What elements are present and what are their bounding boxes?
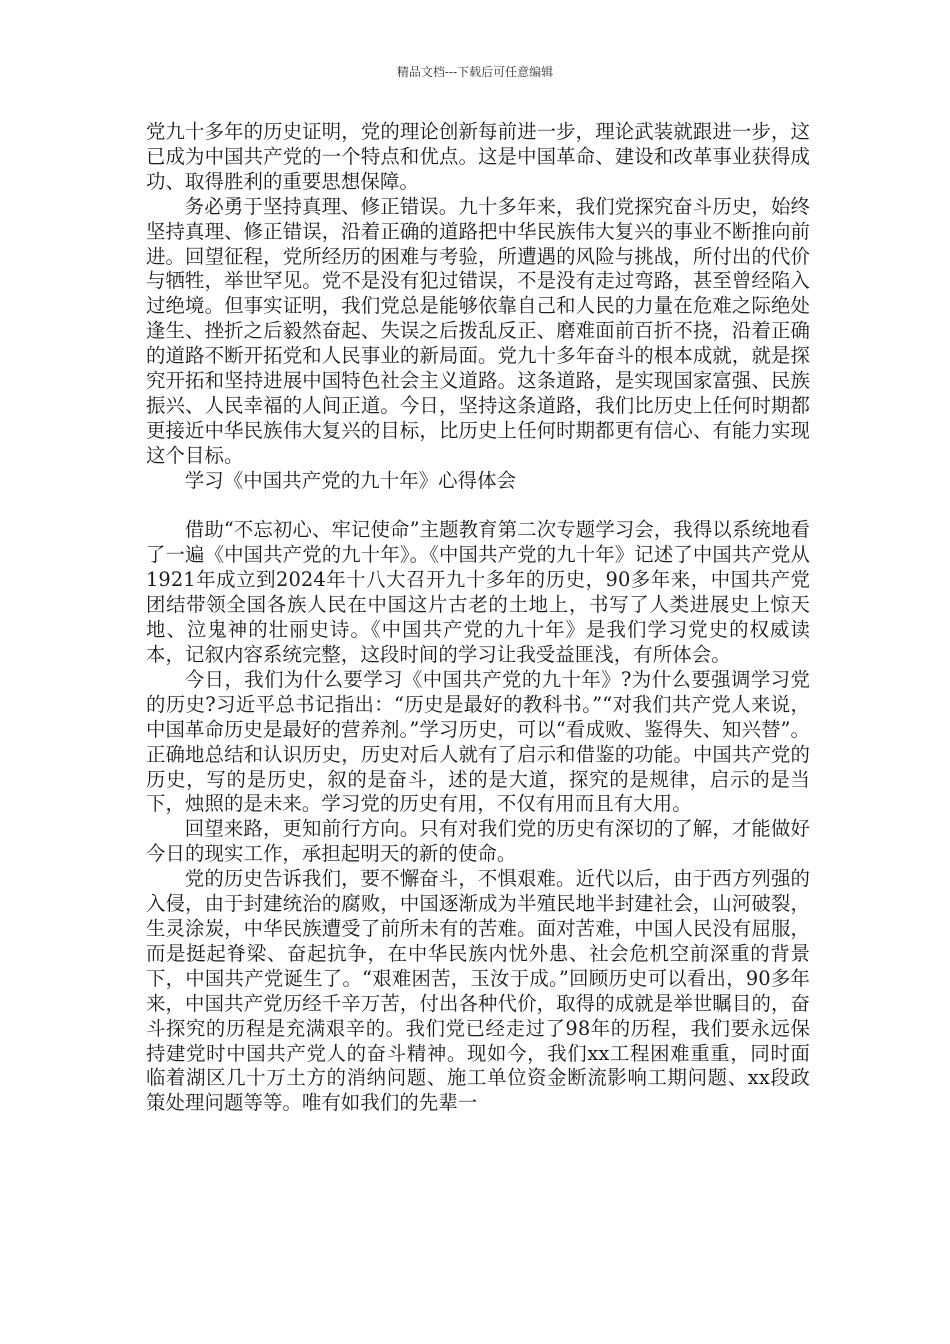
paragraph-2: 务必勇于坚持真理、修正错误。九十多年来，我们党探究奋斗历史，始终坚持真理、修正错误，沿着正确的道路把中华民族伟大复兴的事业不断推向前进。回望征程，党所经历的困难与考验，所遭遇的风险与挑战，所付出的代价与牺牲，举世罕见。党不是没有犯过错误，不是没有走过弯路，甚至曾经陷入过绝境。但事实证明，我们党总是能够依靠自己和人民的力量在危难之际绝处逢生、挫折之后毅然奋起、失误之后拨乱反正、磨难面前百折不挠，沿着正确的道路不断开拓党和人民事业的新局面。党九十多年奋斗的根本成就，就是探究开拓和坚持进展中国特色社会主义道路。这条道路，是实现国家富强、民族振兴、人民幸福的人间正道。今日，坚持这条道路，我们比历史上任何时期都更接近中华民族伟大复兴的目标，比历史上任何时期都更有信心、有能力实现这个目标。 [146,194,810,467]
blank-line [146,494,810,519]
paragraph-3: 借助“不忘初心、牢记使命”主题教育第二次专题学习会，我得以系统地看了一遍《中国共产党的九十年》。《中国共产党的九十年》记述了中国共产党从1921年成立到2024年十八大召开九十多年的历史，90多年来，中国共产党团结带领全国各族人民在中国这片古老的土地上，书写了人类进展史上惊天地、泣鬼神的壮丽史诗。《中国共产党的九十年》是我们学习党史的权威读本，记叙内容系统完整，这段时间的学习让我受益匪浅，有所体会。 [146,518,810,667]
page-header: 精品文档---下载后可任意编辑 [396,65,554,79]
paragraph-4: 今日，我们为什么要学习《中国共产党的九十年》?为什么要强调学习党的历史?习近平总书记指出：“历史是最好的教科书。”“对我们共产党人来说，中国革命历史是最好的营养剂。”学习历史，可以“看成败、鉴得失、知兴替”。正确地总结和认识历史，历史对后人就有了启示和借鉴的功能。中国共产党的历史，写的是历史，叙的是奋斗，述的是大道，探究的是规律，启示的是当下，烛照的是未来。学习党的历史有用，不仅有用而且有大用。 [146,667,810,816]
paragraph-1: 党九十多年的历史证明，党的理论创新每前进一步，理论武装就跟进一步，这已成为中国共产党的一个特点和优点。这是中国革命、建设和改革事业获得成功、取得胜利的重要思想保障。 [146,120,810,193]
paragraph-6: 党的历史告诉我们，要不懈奋斗，不惧艰难。近代以后，由于西方列强的入侵，由于封建统治的腐败，中国逐渐成为半殖民地半封建社会，山河破裂，生灵涂炭，中华民族遭受了前所未有的苦难。面对苦难，中国人民没有屈服，而是挺起脊梁、奋起抗争，在中华民族内忧外患、社会危机空前深重的背景下，中国共产党诞生了。“艰难困苦，玉汝于成。”回顾历史可以看出，90多年来，中国共产党历经千辛万苦，付出各种代价，取得的成就是举世瞩目的，奋斗探究的历程是充满艰辛的。我们党已经走过了98年的历程，我们要永远保持建党时中国共产党人的奋斗精神。现如今，我们xx工程困难重重，同时面临着湖区几十万土方的消纳问题、施工单位资金断流影响工期问题、xx段政策处理问题等等。唯有如我们的先辈一 [146,867,810,1115]
paragraph-5: 回望来路，更知前行方向。只有对我们党的历史有深切的了解，才能做好今日的现实工作，承担起明天的新的使命。 [146,817,810,866]
document-body [146,120,810,1116]
section-title: 学习《中国共产党的九十年》心得体会 [184,468,517,492]
